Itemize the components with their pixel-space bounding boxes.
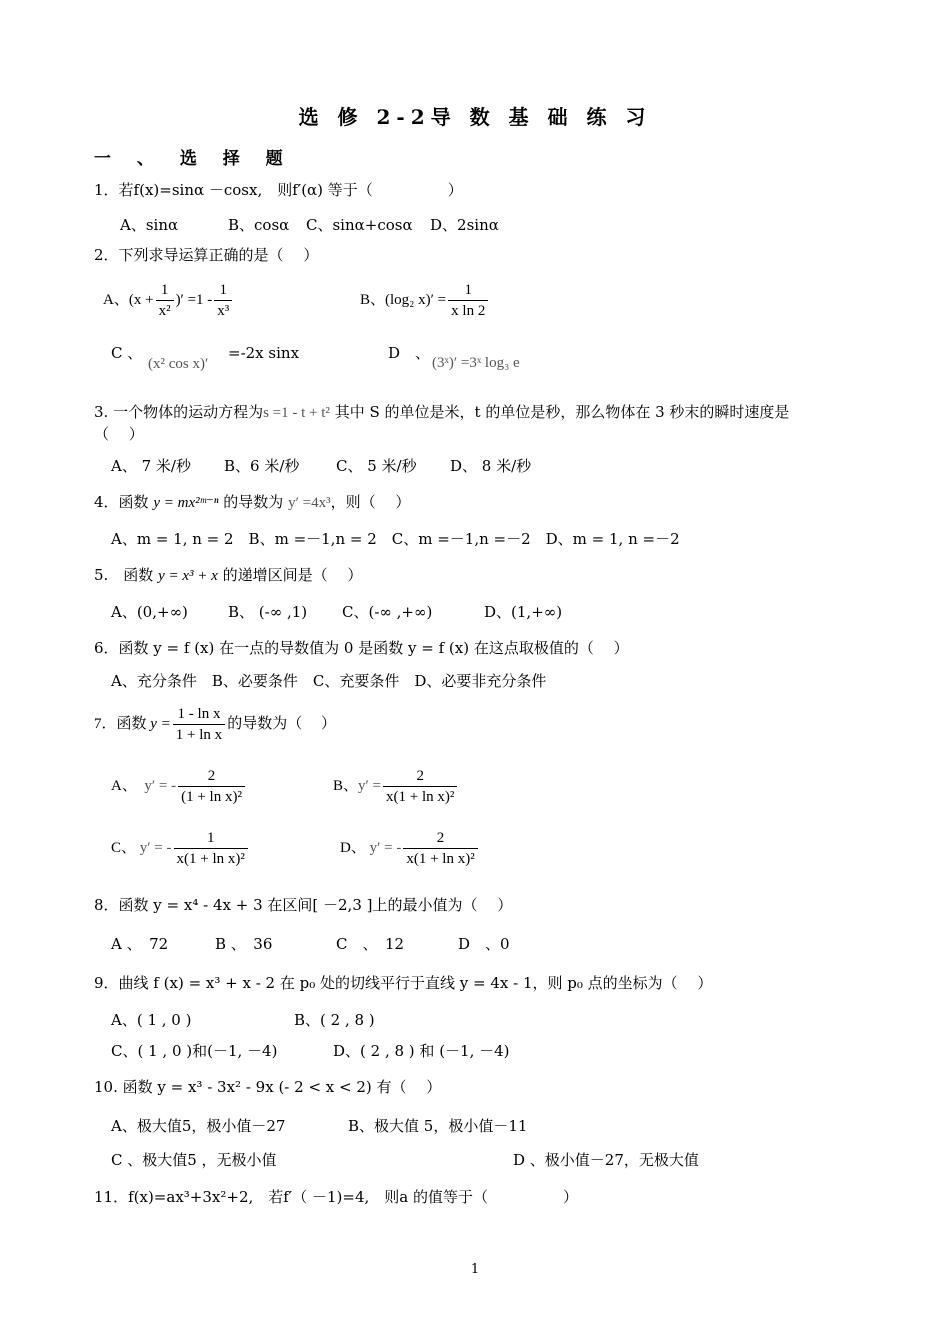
q7-c-pre: y′ = - [139,839,172,856]
q4-text1: 4．函数 [94,493,149,511]
q7-c-den: x(1 + ln x)² [174,848,248,869]
q7-b-frac [383,766,457,807]
question-3 [94,402,789,423]
q2-b-pre: (log₂ x)′ = [385,291,447,308]
q7-text2: 的导数为（ ） [227,715,336,732]
q9-option-c: C、( 1 , 0 )和(－1, －4) [111,1042,278,1060]
q10-option-d: D 、极小值－27，无极大值 [513,1151,699,1169]
q2-a-mid: )′ =1 - [175,291,213,308]
q7-b-num: 2 [416,768,424,784]
question-4 [94,492,410,513]
question-5 [94,565,362,586]
page-title: 选 修 2-2导 数 基 础 练 习 [298,105,652,129]
q7-c-frac [174,828,248,869]
q8-option-b: B 、 36 [215,935,273,953]
q7-text1: 7．函数 [94,715,147,732]
q2-option-b [360,280,490,321]
q6-options: A、充分条件 B、必要条件 C、充要条件 D、必要非充分条件 [111,672,547,690]
q2-a-f2-num: 1 [219,282,228,298]
q7-option-b [333,766,459,807]
question-8: 8．函数 y = x⁴ - 4x + 3 在区间[ －2,3 ]上的最小值为（ ） [94,896,513,914]
q7-lhs: y = [150,715,171,732]
q3-option-d: D、 8 米/秒 [450,457,532,475]
q8-option-c: C 、 12 [336,935,405,953]
q2-b-frac [448,280,488,321]
q7-d-pre: y′ = - [369,839,402,856]
q7-option-d [340,828,480,869]
q7-a-frac [178,766,245,807]
q9-option-d: D、( 2 , 8 ) 和 (－1, －4) [333,1042,510,1060]
q2-c-expr: (x² cos x)′ [148,356,209,372]
q4-text2: 的导数为 [223,493,284,511]
q8-option-a: A 、 72 [111,935,169,953]
q2-a-f1-num: 1 [160,282,169,298]
page-number: 1 [470,1262,480,1277]
q7-frac [173,704,225,745]
q7-d-label: D、 [340,839,366,856]
q3-option-b: B、6 米/秒 [224,457,300,475]
question-6: 6．函数 y = f (x) 在一点的导数值为 0 是函数 y = f (x) 在这点取极值的（ ） [94,639,629,657]
q2-a-f1-den: x² [156,300,174,321]
q7-d-num: 2 [436,830,445,846]
q7-option-c [111,828,250,869]
q2-a-frac2 [214,280,232,321]
q3-text2: 其中 S 的单位是米，t 的单位是秒，那么物体在 3 秒末的瞬时速度是 [329,403,790,421]
q10-option-b: B、极大值 5，极小值－11 [348,1117,528,1135]
q7-c-label: C、 [111,839,137,856]
q7-b-label: B、 [333,777,359,794]
q2-a-pre: (x + [128,291,154,308]
q3-blank: （ ） [94,425,144,443]
q8-option-d: D 、0 [458,935,510,953]
q4-options: A、m = 1, n = 2 B、m =－1,n = 2 C、m =－1,n =－2 D、m = 1, n =－2 [111,530,680,548]
q1-option-a: A、sinα [120,216,179,234]
q1-option-b: B、cosα [228,216,290,234]
q4-expr2: y′ =4x³ [288,495,331,511]
q2-d-expr: (3ˣ)′ =3ˣ log₃ e [432,355,520,371]
q2-c-label: C 、 [111,344,143,362]
q7-den: 1 + ln x [173,724,225,745]
question-2: 2．下列求导运算正确的是（ ） [94,246,319,264]
q2-d-label: D 、 [388,344,431,362]
q5-text2: 的递增区间是（ ） [222,566,363,584]
q1-option-c: C、sinα+cosα [306,216,413,234]
q2-a-f2-den: x³ [214,300,232,321]
q2-a-label: A、 [103,291,129,308]
q7-b-pre: y′ = [358,777,382,794]
q3-option-a: A、 7 米/秒 [111,457,191,475]
q2-a-frac1 [156,280,174,321]
q4-text3: ，则（ ） [330,493,411,511]
q10-option-a: A、极大值5，极小值－27 [111,1117,286,1135]
q2-option-a [103,280,234,321]
q5-expr: y = x³ + x [158,568,218,584]
q5-text1: 5. 函数 [94,566,154,584]
q3-option-c: C、 5 米/秒 [336,457,417,475]
q2-c-rest: =-2x sinx [228,344,300,362]
q2-b-num: 1 [464,282,472,298]
q7-b-den: x(1 + ln x)² [383,786,457,807]
q5-option-c: C、(-∞ ,+∞) [342,603,433,621]
q7-c-num: 1 [206,830,215,846]
question-9: 9．曲线 f (x) = x³ + x - 2 在 p₀ 处的切线平行于直线 y = 4x - 1，则 p₀ 点的坐标为（ ） [94,974,713,992]
q2-b-label: B、 [360,291,386,308]
q7-option-a [111,766,247,807]
q7-a-den: (1 + ln x)² [178,786,245,807]
q3-expr: s =1 - t + t² [263,405,330,421]
q4-expr1: y = mx²ᵐ⁻ⁿ [153,495,219,511]
q1-option-d: D、2sinα [430,216,499,234]
q5-option-b: B、 (-∞ ,1) [228,603,308,621]
question-1: 1．若f(x)=sinα －cosx, 则f′(α) 等于（ ） [94,181,463,199]
q9-option-b: B、( 2 , 8 ) [294,1011,375,1029]
q5-option-a: A、(0,+∞) [111,603,188,621]
q7-num: 1 - ln x [177,706,221,722]
q7-d-den: x(1 + ln x)² [403,848,477,869]
question-7 [94,704,336,745]
question-10: 10. 函数 y = x³ - 3x² - 9x (- 2 < x < 2) 有（ ） [94,1078,442,1096]
q3-text1: 3. 一个物体的运动方程为 [94,403,264,421]
q5-option-d: D、(1,+∞) [484,603,563,621]
q9-option-a: A、( 1 , 0 ) [111,1011,192,1029]
q7-a-pre: y′ = - [144,777,177,794]
q2-b-den: x ln 2 [448,300,488,321]
section-heading: 一 、 选 择 题 [94,149,293,169]
q7-a-num: 2 [207,768,216,784]
q7-a-label: A、 [111,777,137,794]
q7-d-frac [403,828,477,869]
question-11: 11．f(x)=ax³+3x²+2, 若f′（ －1)=4, 则a 的值等于（ ） [94,1188,578,1206]
q10-option-c: C 、极大值5 ，无极小值 [111,1151,277,1169]
